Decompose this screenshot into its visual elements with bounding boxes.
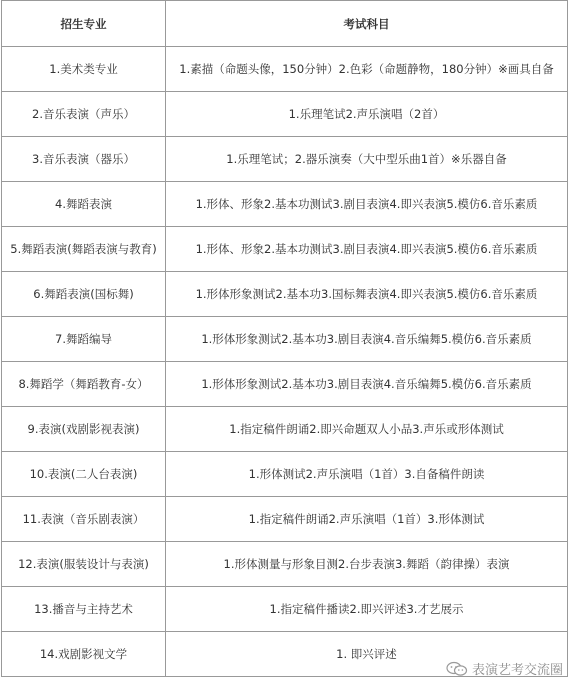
table-row <box>2 452 568 497</box>
subjects-cell: 1.形体形象测试2.基本功3.国标舞表演4.即兴表演5.模仿6.音乐素质 <box>166 272 568 317</box>
subjects-cell: 1.乐理笔试；2.器乐演奏（大中型乐曲1首）※乐器自备 <box>166 137 568 182</box>
table-row <box>2 272 568 317</box>
table-row <box>2 227 568 272</box>
major-cell: 3.音乐表演（器乐） <box>2 137 166 182</box>
subjects-cell: 1.形体、形象2.基本功测试3.剧目表演4.即兴表演5.模仿6.音乐素质 <box>166 227 568 272</box>
major-cell: 1.美术类专业 <box>2 47 166 92</box>
subjects-cell: 1.形体测试2.声乐演唱（1首）3.自备稿件朗读 <box>166 452 568 497</box>
table-row <box>2 587 568 632</box>
subjects-cell: 1.指定稿件朗诵2.即兴命题双人小品3.声乐或形体测试 <box>166 407 568 452</box>
table-body <box>2 47 568 677</box>
major-cell: 9.表演(戏剧影视表演) <box>2 407 166 452</box>
major-cell: 2.音乐表演（声乐） <box>2 92 166 137</box>
subjects-cell: 1. 即兴评述 <box>166 632 568 677</box>
major-cell: 6.舞蹈表演(国标舞) <box>2 272 166 317</box>
major-cell: 4.舞蹈表演 <box>2 182 166 227</box>
table-row <box>2 182 568 227</box>
header-subjects: 考试科目 <box>166 1 568 47</box>
table-row <box>2 137 568 182</box>
watermark <box>446 659 563 678</box>
major-cell: 14.戏剧影视文学 <box>2 632 166 677</box>
table-row <box>2 317 568 362</box>
subjects-cell: 1.素描（命题头像，150分钟）2.色彩（命题静物，180分钟）※画具自备 <box>166 47 568 92</box>
subjects-cell: 1.形体形象测试2.基本功3.剧目表演4.音乐编舞5.模仿6.音乐素质 <box>166 317 568 362</box>
table-row <box>2 497 568 542</box>
wechat-icon <box>446 661 468 677</box>
exam-subjects-table <box>1 0 568 677</box>
subjects-cell: 1.形体、形象2.基本功测试3.剧目表演4.即兴表演5.模仿6.音乐素质 <box>166 182 568 227</box>
table-row <box>2 92 568 137</box>
table-row <box>2 47 568 92</box>
header-major: 招生专业 <box>2 1 166 47</box>
table-header-row <box>2 1 568 47</box>
table-row <box>2 407 568 452</box>
watermark-text: 表演艺考交流圈 <box>471 663 563 678</box>
major-cell: 13.播音与主持艺术 <box>2 587 166 632</box>
major-cell: 5.舞蹈表演(舞蹈表演与教育) <box>2 227 166 272</box>
major-cell: 7.舞蹈编导 <box>2 317 166 362</box>
major-cell: 10.表演(二人台表演) <box>2 452 166 497</box>
subjects-cell: 1.指定稿件播读2.即兴评述3.才艺展示 <box>166 587 568 632</box>
table-row <box>2 542 568 587</box>
major-cell: 12.表演(服装设计与表演) <box>2 542 166 587</box>
table-row <box>2 362 568 407</box>
subjects-cell: 1.形体形象测试2.基本功3.剧目表演4.音乐编舞5.模仿6.音乐素质 <box>166 362 568 407</box>
major-cell: 11.表演（音乐剧表演） <box>2 497 166 542</box>
subjects-cell: 1.形体测量与形象目测2.台步表演3.舞蹈（韵律操）表演 <box>166 542 568 587</box>
subjects-cell: 1.指定稿件朗诵2.声乐演唱（1首）3.形体测试 <box>166 497 568 542</box>
subjects-cell: 1.乐理笔试2.声乐演唱（2首） <box>166 92 568 137</box>
major-cell: 8.舞蹈学（舞蹈教育-女） <box>2 362 166 407</box>
